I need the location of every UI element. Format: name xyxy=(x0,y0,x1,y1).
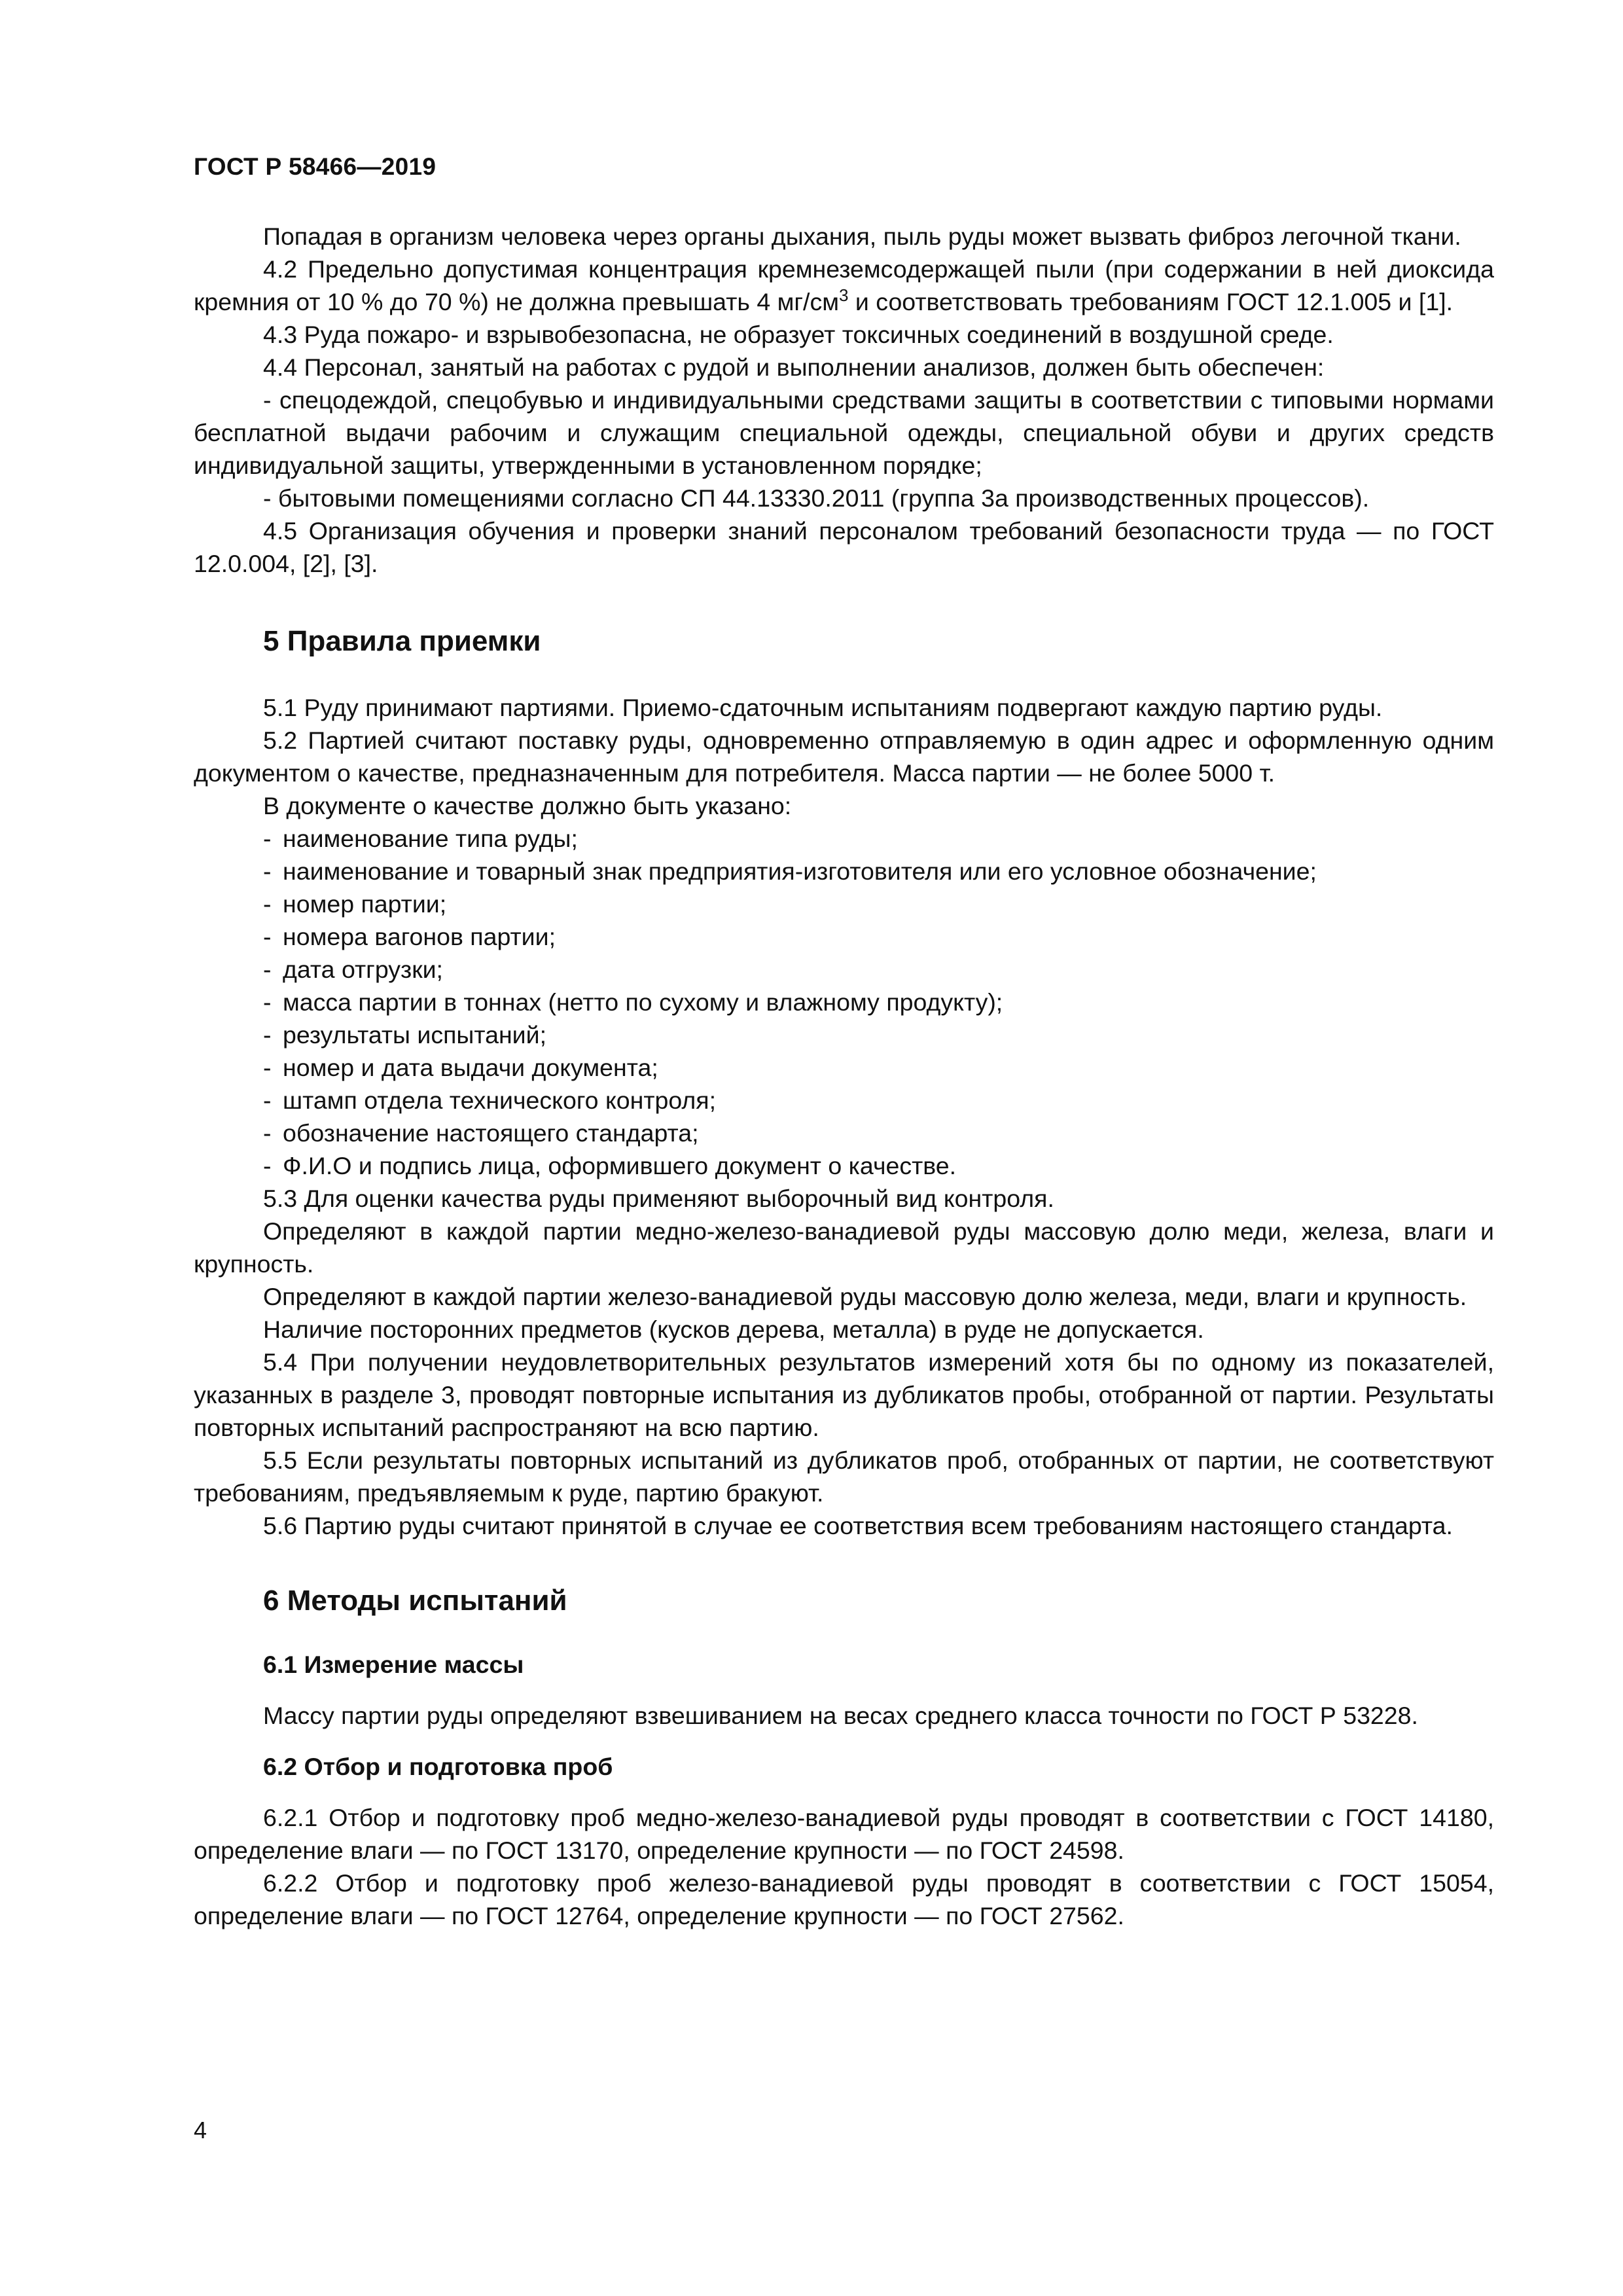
paragraph-4-2 xyxy=(194,253,1494,318)
paragraph-dust-fibrosis: Попадая в организм человека через органы дыхания, пыль руды может вызвать фиброз легочной ткани. xyxy=(263,223,1461,250)
list-item: - наименование типа руды; xyxy=(263,825,578,852)
paragraph-5-4: 5.4 При получении неудовлетворительных результатов измерений хотя бы по одному из показателей, указанных в разделе 3, проводят повторные испытания из дубликатов пробы, отобранной от партии. Результаты повторных испытаний распространяют на всю партию. xyxy=(194,1348,1494,1441)
paragraph-4-4-item-1: - спецодеждой, спецобувью и индивидуальными средствами защиты в соответствии с типовыми нормами бесплатной выдачи рабочим и служащим специальной одежды, специальной обуви и других средств индивидуальной защиты, утвержденными в установленном порядке; xyxy=(194,386,1494,479)
section-6-title: 6 Методы испытаний xyxy=(263,1585,567,1617)
paragraph-4-4: 4.4 Персонал, занятый на работах с рудой и выполнении анализов, должен быть обеспечен: xyxy=(263,353,1325,381)
paragraph-6-2-2: 6.2.2 Отбор и подготовку проб железо-ванадиевой руды проводят в соответствии с ГОСТ 15054, определение влаги — по ГОСТ 12764, определение крупности — по ГОСТ 27562. xyxy=(194,1869,1494,1929)
paragraph-4-2-text-a: 4.2 Предельно допустимая концентрация кремнеземсодержащей пыли (при содержании в ней диоксида кремния от 10 % до 70 %) не должна превышать 4 мг/см xyxy=(194,255,1494,315)
paragraph-4-5: 4.5 Организация обучения и проверки знаний персоналом требований безопасности труда — по ГОСТ 12.0.004, [2], [3]. xyxy=(194,517,1494,577)
list-item: - результаты испытаний; xyxy=(263,1021,546,1049)
list-item-text: дата отгрузки; xyxy=(283,956,443,983)
list-item-text: номер и дата выдачи документа; xyxy=(283,1054,658,1081)
paragraph-4-4-item-2: - бытовыми помещениями согласно СП 44.13330.2011 (группа 3а производственных процессов). xyxy=(263,484,1370,512)
list-item-text: результаты испытаний; xyxy=(283,1021,546,1049)
paragraph-4-2-text-b: и соответствовать требованиям ГОСТ 12.1.005 и [1]. xyxy=(848,288,1454,315)
paragraph-5-2: 5.2 Партией считают поставку руды, одновременно отправляемую в один адрес и оформленную одним документом о качестве, предназначенным для потребителя. Масса партии — не более 5000 т. xyxy=(194,726,1494,787)
list-item-text: масса партии в тоннах (нетто по сухому и влажному продукту); xyxy=(283,988,1003,1016)
document-body xyxy=(194,220,1494,1932)
paragraph-5-6: 5.6 Партию руды считают принятой в случае ее соответствия всем требованиям настоящего стандарта. xyxy=(263,1512,1453,1539)
list-item: - штамп отдела технического контроля; xyxy=(263,1086,717,1114)
paragraph-determine-copper-ore: Определяют в каждой партии медно-железо-ванадиевой руды массовую долю меди, железа, влаги и крупность. xyxy=(194,1217,1494,1278)
quality-document-list xyxy=(194,822,1494,1182)
paragraph-5-1: 5.1 Руду принимают партиями. Приемо-сдаточным испытаниям подвергают каждую партию руды. xyxy=(263,694,1383,721)
list-item: - масса партии в тоннах (нетто по сухому и влажному продукту); xyxy=(263,988,1003,1016)
page-number: 4 xyxy=(194,2117,207,2144)
paragraph-6-2-1: 6.2.1 Отбор и подготовку проб медно-железо-ванадиевой руды проводят в соответствии с ГОСТ 14180, определение влаги — по ГОСТ 13170, определение крупности — по ГОСТ 24598. xyxy=(194,1804,1494,1864)
list-item-text: наименование и товарный знак предприятия-изготовителя или его условное обозначение; xyxy=(283,857,1317,885)
paragraph-determine-iron-ore: Определяют в каждой партии железо-ванадиевой руды массовую долю железа, меди, влаги и крупность. xyxy=(263,1283,1467,1310)
paragraph-4-3: 4.3 Руда пожаро- и взрывобезопасна, не образует токсичных соединений в воздушной среде. xyxy=(263,321,1334,348)
paragraph-quality-document: В документе о качестве должно быть указано: xyxy=(263,792,792,819)
list-item-text: Ф.И.О и подпись лица, оформившего документ о качестве. xyxy=(283,1152,957,1179)
list-item-text: штамп отдела технического контроля; xyxy=(283,1086,717,1114)
subsection-6-1-title: 6.1 Измерение массы xyxy=(263,1651,524,1678)
list-item: - номера вагонов партии; xyxy=(263,923,556,950)
list-item: - Ф.И.О и подпись лица, оформившего документ о качестве. xyxy=(263,1152,957,1179)
list-item-text: обозначение настоящего стандарта; xyxy=(283,1119,699,1147)
paragraph-5-3: 5.3 Для оценки качества руды применяют выборочный вид контроля. xyxy=(263,1185,1054,1212)
list-item: - номер и дата выдачи документа; xyxy=(263,1054,658,1081)
paragraph-5-5: 5.5 Если результаты повторных испытаний из дубликатов проб, отобранных от партии, не соответствуют требованиям, предъявляемым к руде, партию бракуют. xyxy=(194,1446,1494,1507)
list-item: - номер партии; xyxy=(263,890,447,918)
list-item-text: номер партии; xyxy=(283,890,447,918)
list-item-text: наименование типа руды; xyxy=(283,825,578,852)
list-item-text: номера вагонов партии; xyxy=(283,923,556,950)
superscript-cube: 3 xyxy=(839,285,849,305)
subsection-6-2-title: 6.2 Отбор и подготовка проб xyxy=(263,1753,613,1780)
list-item: - обозначение настоящего стандарта; xyxy=(263,1119,699,1147)
section-5-title: 5 Правила приемки xyxy=(263,625,541,657)
document-header: ГОСТ Р 58466—2019 xyxy=(194,153,437,180)
list-item: - наименование и товарный знак предприятия-изготовителя или его условное обозначение; xyxy=(263,857,1317,885)
list-item: - дата отгрузки; xyxy=(263,956,443,983)
paragraph-foreign-objects: Наличие посторонних предметов (кусков дерева, металла) в руде не допускается. xyxy=(263,1316,1204,1343)
paragraph-6-1: Массу партии руды определяют взвешиванием на весах среднего класса точности по ГОСТ Р 53228. xyxy=(263,1702,1418,1729)
